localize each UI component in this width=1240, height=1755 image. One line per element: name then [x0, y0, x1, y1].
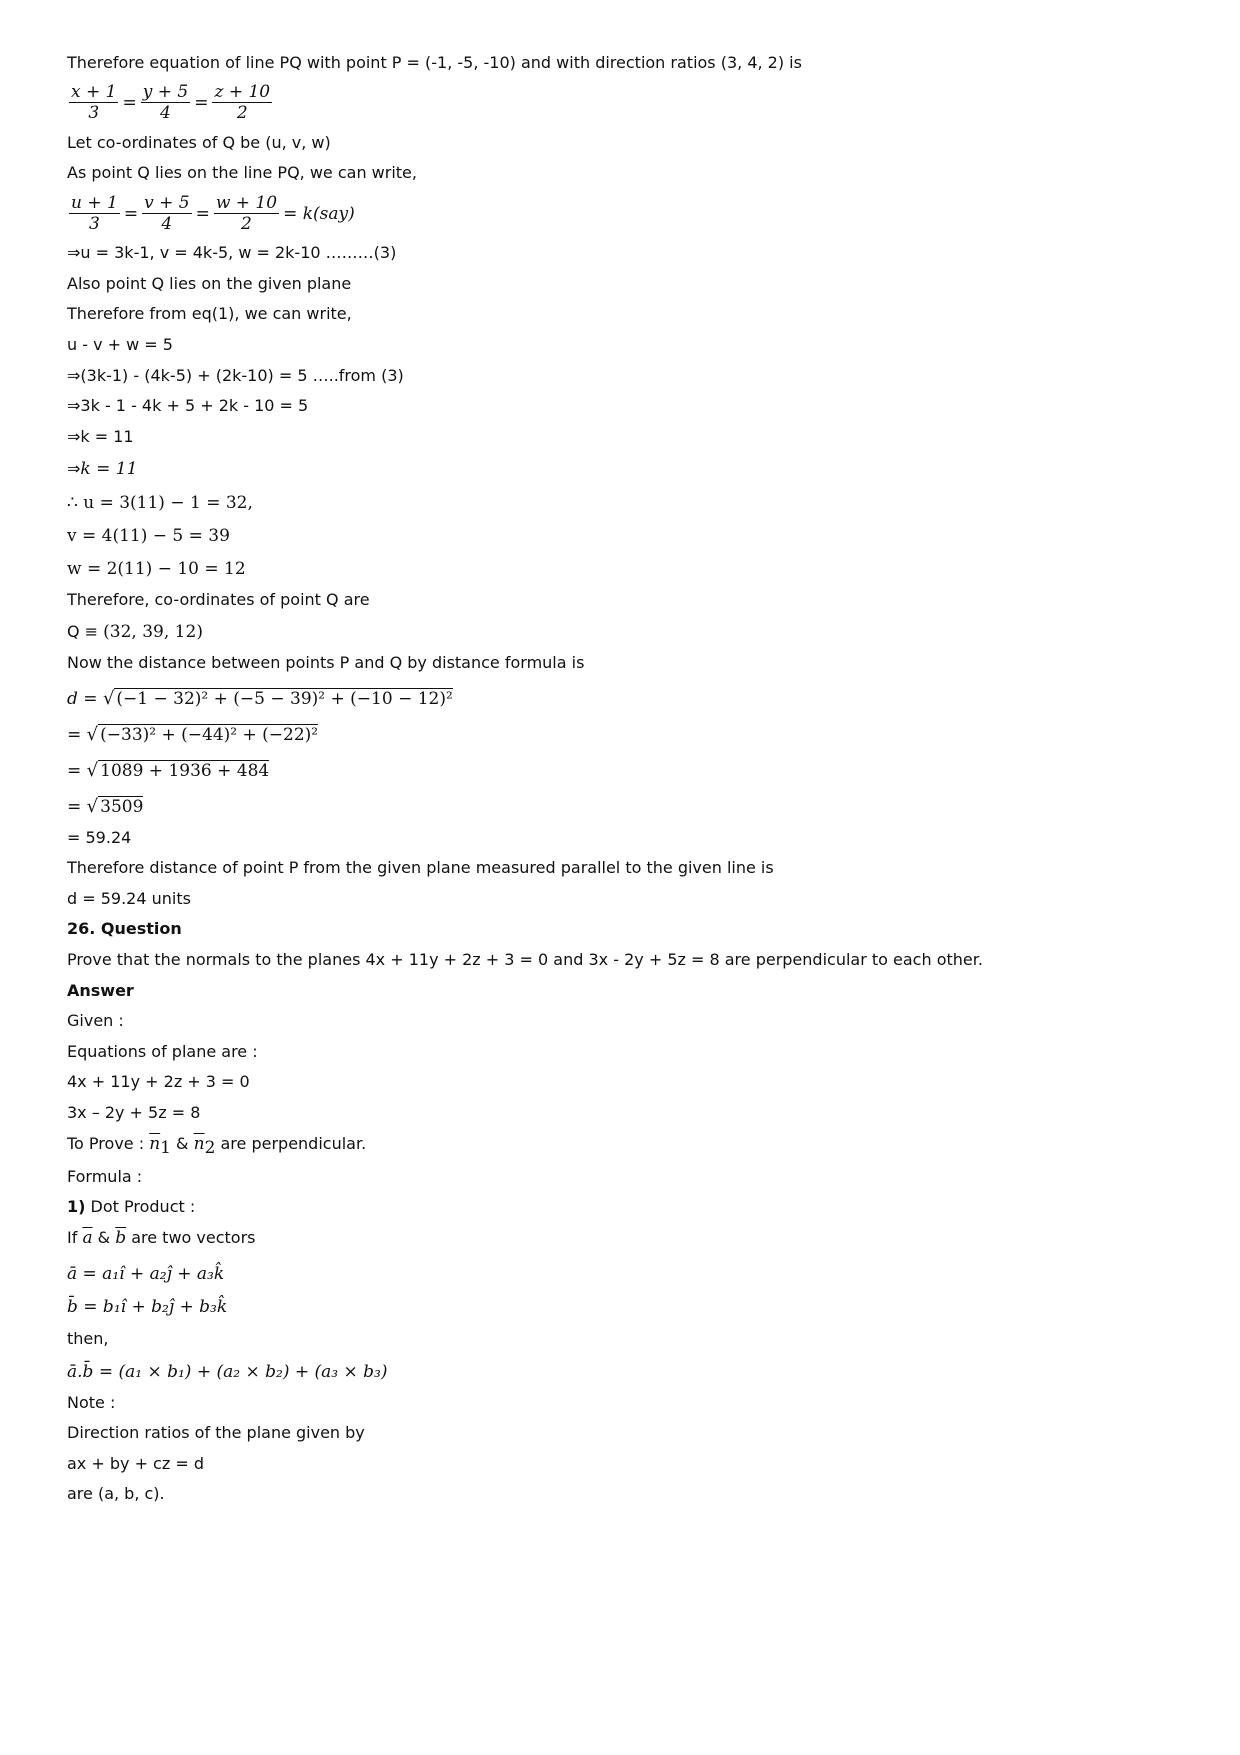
line-equation: $\frac{x + 1}{3}$ = $\frac{y + 5}{4}$ = $\frac{z + 10}{2}$ — [71, 82, 271, 123]
text-line: then, — [67, 1329, 109, 1348]
to-prove-line: To Prove : $\overline{n}_1$ & $\overline{n}_2$ are perpendicular. — [67, 1134, 367, 1159]
text-line: Now the distance between points P and Q by distance formula is — [67, 653, 585, 672]
text-line: u - v + w = 5 — [67, 335, 173, 354]
text-line: Note : — [67, 1393, 116, 1412]
math-line: ⇒k = 11 — [67, 459, 138, 479]
text-line: are (a, b, c). — [67, 1484, 165, 1503]
text-line: Formula : — [67, 1167, 143, 1186]
text-line: Therefore equation of line PQ with point P = (-1, -5, -10) and with direction ratios (3, 4, 2) is — [67, 53, 802, 72]
text-line: If $\overline{a}$ & $\overline{b}$ are two vectors — [67, 1228, 256, 1248]
radicand: 3509 — [100, 797, 144, 817]
distance-line: = √ 1089 + 1936 + 484 — [67, 760, 270, 781]
text-line: Therefore, co-ordinates of point Q are — [67, 590, 370, 609]
fraction: $\frac{y + 5}{4}$ — [142, 82, 189, 123]
math-line: b̄ = b₁î + b₂ĵ + b₃k̂ — [67, 1297, 228, 1317]
text-line: Also point Q lies on the given plane — [67, 274, 352, 293]
text-line: Direction ratios of the plane given by — [67, 1423, 365, 1442]
text-line: 4x + 11y + 2z + 3 = 0 — [67, 1072, 250, 1091]
text-line: ⇒3k - 1 - 4k + 5 + 2k - 10 = 5 — [67, 396, 309, 415]
radicand: (−1 − 32)² + (−5 − 39)² + (−10 − 12)² — [116, 689, 453, 709]
text-line: 1) Dot Product : — [67, 1197, 196, 1216]
math-line: ∴ u = 3(11) − 1 = 32, — [67, 493, 253, 513]
question-text: Prove that the normals to the planes 4x + 11y + 2z + 3 = 0 and 3x - 2y + 5z = 8 are perpendicular to each other. — [67, 950, 983, 969]
text-line: Equations of plane are : — [67, 1042, 258, 1061]
text-line: Let co-ordinates of Q be (u, v, w) — [67, 133, 331, 152]
text-line: Given : — [67, 1011, 124, 1030]
distance-line: d = √ (−1 − 32)² + (−5 − 39)² + (−10 − 12)² — [67, 688, 453, 709]
distance-line: = √ (−33)² + (−44)² + (−22)² — [67, 724, 319, 745]
text-line: ax + by + cz = d — [67, 1454, 204, 1473]
text-line: As point Q lies on the line PQ, we can write, — [67, 163, 417, 182]
text-line: = 59.24 — [67, 828, 132, 847]
radicand: (−33)² + (−44)² + (−22)² — [100, 725, 319, 745]
text-line: 3x – 2y + 5z = 8 — [67, 1103, 201, 1122]
text-line: ⇒k = 11 — [67, 427, 134, 446]
answer-heading: Answer — [67, 981, 134, 1000]
text-line: ⇒u = 3k-1, v = 4k-5, w = 2k-10 ………(3) — [67, 243, 397, 262]
fraction: $\frac{z + 10}{2}$ — [214, 82, 271, 123]
math-line: Q ≡ (32, 39, 12) — [67, 622, 203, 642]
fraction: $\frac{v + 5}{4}$ — [144, 193, 190, 234]
math-line: v = 4(11) − 5 = 39 — [67, 526, 230, 546]
radicand: 1089 + 1936 + 484 — [100, 761, 270, 781]
distance-line: = √ 3509 — [67, 796, 144, 817]
text-line: d = 59.24 units — [67, 889, 191, 908]
fraction: $\frac{u + 1}{3}$ — [71, 193, 118, 234]
fraction: $\frac{w + 10}{2}$ — [215, 193, 278, 234]
text-line: Therefore from eq(1), we can write, — [67, 304, 352, 323]
math-line: w = 2(11) − 10 = 12 — [67, 559, 246, 579]
math-line: ā.b̄ = (a₁ × b₁) + (a₂ × b₂) + (a₃ × b₃) — [67, 1362, 388, 1382]
fraction: $\frac{x + 1}{3}$ — [71, 82, 117, 123]
text-line: ⇒(3k-1) - (4k-5) + (2k-10) = 5 …..from (3) — [67, 366, 404, 385]
q-equation: $\frac{u + 1}{3}$ = $\frac{v + 5}{4}$ = $\frac{w + 10}{2}$ = k(say) — [71, 193, 355, 234]
text-line: Therefore distance of point P from the given plane measured parallel to the given line is — [67, 858, 774, 877]
question-heading: 26. Question — [67, 919, 182, 938]
math-line: ā = a₁î + a₂ĵ + a₃k̂ — [67, 1264, 225, 1284]
